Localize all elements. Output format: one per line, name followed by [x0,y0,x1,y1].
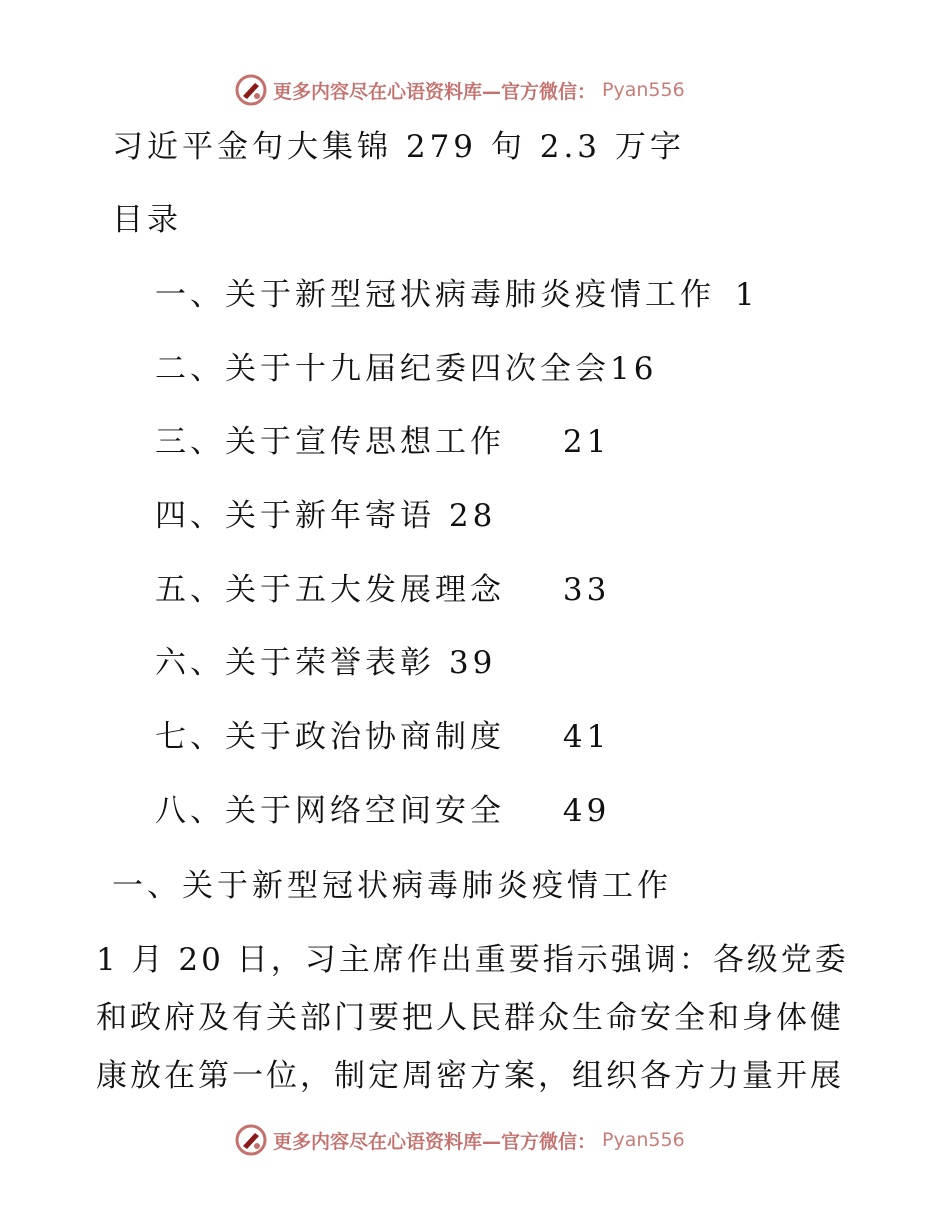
toc-item-label: 四、关于新年寄语 [155,498,435,534]
toc-heading: 目录 [112,202,182,238]
paragraph-line: 和政府及有关部门要把人民群众生命安全和身体健 [96,1000,844,1036]
toc-item-label: 七、关于政治协商制度 [155,719,505,755]
watermark-id: Pyan556 [602,79,685,101]
toc-item-label: 六、关于荣誉表彰 [155,645,435,681]
toc-item[interactable] [155,496,496,536]
watermark-text: 更多内容尽在心语资料库—官方微信： [273,1130,597,1153]
section-heading: 一、关于新型冠状病毒肺炎疫情工作 [112,868,672,904]
toc-item[interactable] [155,570,610,610]
toc-item[interactable] [155,422,610,462]
document-title: 习近平金句大集锦 279 句 2.3 万字 [112,129,685,165]
header-watermark [235,72,685,108]
toc-item-page: 39 [448,645,497,681]
toc-item-label: 三、关于宣传思想工作 [155,424,505,460]
logo-icon [235,74,267,106]
toc-item-label: 八、关于网络空间安全 [155,793,505,829]
footer-watermark [235,1122,685,1158]
toc-item[interactable] [155,349,657,389]
paragraph-line: 康放在第一位，制定周密方案，组织各方力量开展 [96,1058,844,1094]
toc-item[interactable] [155,717,610,757]
toc-item-page: 33 [562,572,611,608]
toc-item-page: 49 [562,793,611,829]
paragraph-line: 1 月 20 日，习主席作出重要指示强调：各级党委 [96,942,849,978]
toc-item-page: 41 [562,719,611,755]
logo-icon [235,1124,267,1156]
toc-item-page: 1 [734,277,759,313]
toc-item-page: 28 [448,498,497,534]
toc-item-label: 二、关于十九届纪委四次全会 [155,351,610,387]
toc-item[interactable] [155,791,610,831]
toc-item[interactable] [155,643,496,683]
toc-item-label: 一、关于新型冠状病毒肺炎疫情工作 [155,277,715,313]
toc-item-page: 21 [562,424,611,460]
toc-item[interactable] [155,275,759,315]
toc-item-label: 五、关于五大发展理念 [155,572,505,608]
watermark-text: 更多内容尽在心语资料库—官方微信： [273,80,597,103]
toc-item-page: 16 [610,351,658,387]
watermark-id: Pyan556 [602,1129,685,1151]
